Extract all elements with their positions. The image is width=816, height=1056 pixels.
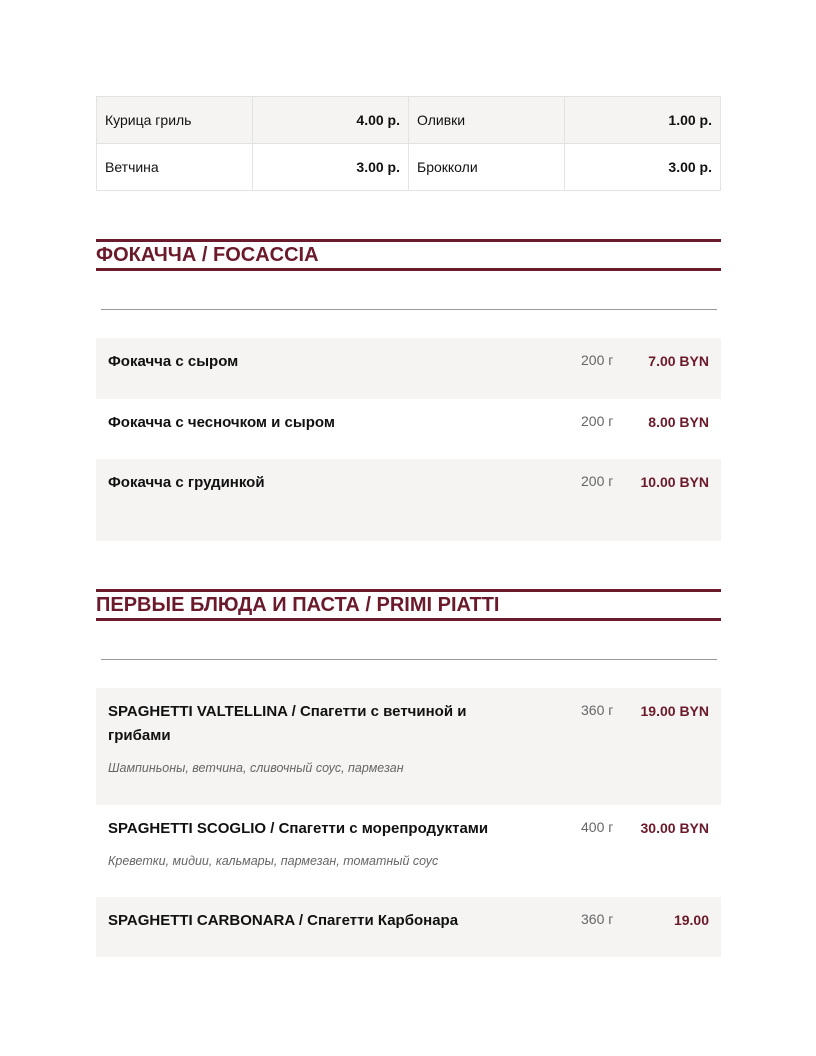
addon-name: Курица гриль — [97, 97, 253, 144]
addon-name: Брокколи — [409, 144, 565, 191]
addon-price: 1.00 р. — [565, 97, 721, 144]
item-description: Шампиньоны, ветчина, сливочный соус, пармезан — [108, 761, 404, 775]
item-name: Фокачча с сыром — [108, 353, 239, 370]
section-title-focaccia: ФОКАЧЧА / FOCACCIA — [96, 239, 721, 271]
addon-price: 3.00 р. — [253, 144, 409, 191]
item-weight: 200 г — [581, 413, 614, 429]
table-row — [97, 144, 721, 191]
item-price: 19.00 BYN — [640, 703, 709, 719]
menu-item — [96, 399, 721, 459]
item-weight: 200 г — [581, 352, 614, 368]
item-price: 19.00 — [673, 912, 709, 928]
item-weight: 360 г — [581, 702, 614, 718]
item-price: 10.00 BYN — [640, 474, 709, 490]
item-description: Креветки, мидии, кальмары, пармезан, томатный соус — [108, 854, 439, 868]
menu-item — [96, 805, 721, 897]
item-weight: 200 г — [581, 473, 614, 489]
item-name: SPAGHETTI VALTELLINA / Спагетти с ветчиной и грибами — [108, 703, 467, 744]
item-weight: 400 г — [581, 819, 614, 835]
menu-item — [96, 688, 721, 805]
addons-table — [96, 96, 721, 191]
menu-item — [96, 459, 721, 541]
divider — [101, 309, 717, 310]
addon-name: Оливки — [409, 97, 565, 144]
item-name: Фокачча с грудинкой — [108, 474, 265, 491]
item-price: 7.00 BYN — [648, 353, 709, 369]
divider — [101, 659, 717, 660]
item-name: SPAGHETTI CARBONARA / Спагетти Карбонара — [108, 912, 459, 929]
item-price: 30.00 BYN — [640, 820, 709, 836]
item-name: Фокачча с чесночком и сыром — [108, 414, 335, 431]
addon-price: 3.00 р. — [565, 144, 721, 191]
item-price: 8.00 BYN — [648, 414, 709, 430]
item-weight: 360 г — [581, 911, 614, 927]
table-row — [97, 97, 721, 144]
section-title-primi: ПЕРВЫЕ БЛЮДА И ПАСТА / PRIMI PIATTI — [96, 589, 721, 621]
menu-item — [96, 338, 721, 399]
menu-item — [96, 897, 721, 957]
addon-price: 4.00 р. — [253, 97, 409, 144]
item-name: SPAGHETTI SCOGLIO / Спагетти с морепродуктами — [108, 820, 489, 837]
addon-name: Ветчина — [97, 144, 253, 191]
